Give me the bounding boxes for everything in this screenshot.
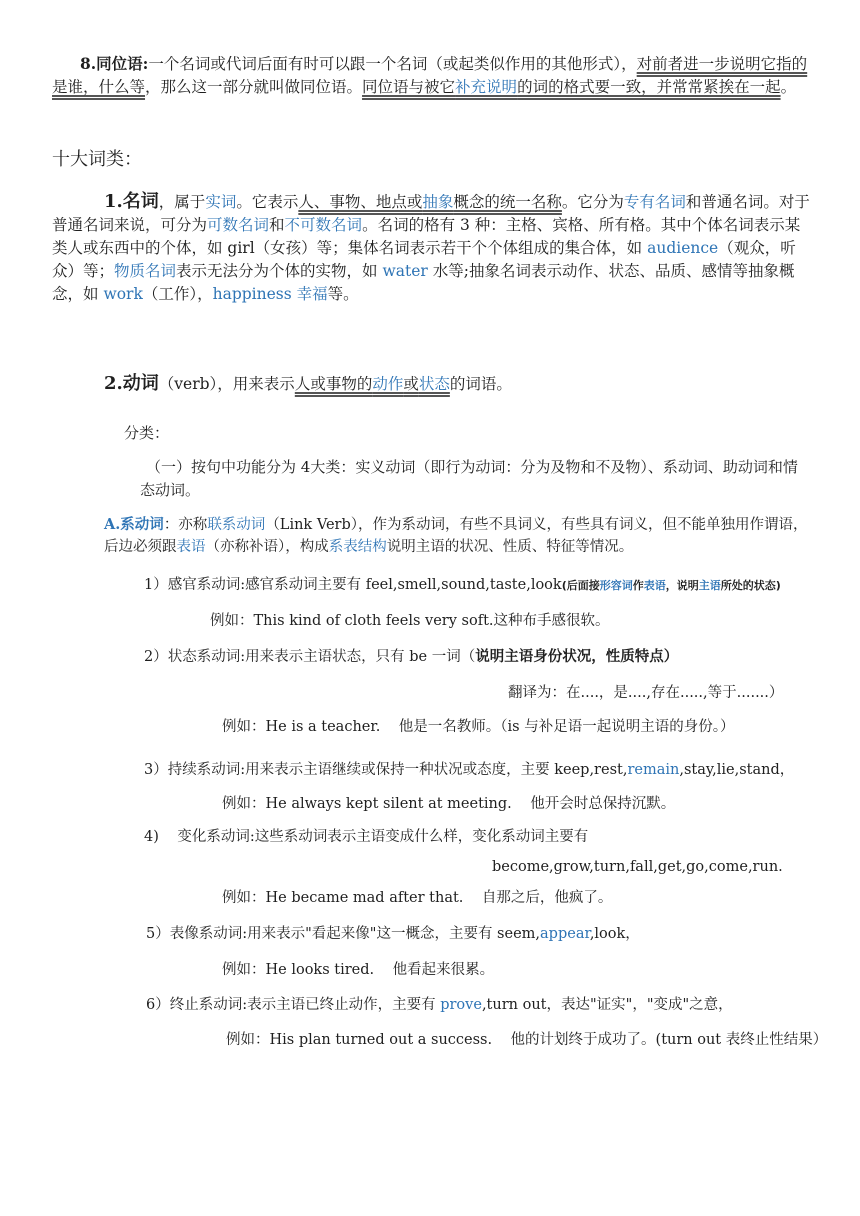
item-1-text: 1）感官系动词:感官系动词主要有 feel,smell,sound,taste,look <box>144 577 562 593</box>
item-5-text: 5）表像系动词:用来表示"看起来像"这一概念，主要有 seem, <box>146 926 541 942</box>
item-6-text: 6）终止系动词:表示主语已终止动作，主要有 <box>146 997 441 1013</box>
noun-underline: 概念的统一名称 <box>453 193 562 211</box>
appositive-text-3: 。 <box>780 78 797 96</box>
noun-keyword: 抽象 <box>422 193 454 211</box>
item-5-keyword: appear <box>540 926 590 942</box>
section-heading: 十大词类： <box>52 149 142 170</box>
item-6-text: ,turn out，表达"证实"，"变成"之意， <box>481 997 733 1013</box>
noun-title: 1.名词 <box>104 191 159 212</box>
noun-text: 。它表示 <box>236 193 299 211</box>
item-6-keyword: prove <box>440 997 482 1013</box>
noun-text: 等。 <box>327 285 359 303</box>
appositive-underline-1: 对前者进一步说明它指的是谁，什么等 <box>52 55 808 96</box>
item-1-note-keyword: 形容词 <box>599 579 633 592</box>
item-3-example: 例如：He always kept silent at meeting. 他开会时总保持沉默。 <box>222 796 676 812</box>
linking-keyword: 系表结构 <box>328 539 387 555</box>
appositive-text-1: 一个名词或代词后面有时可以跟一个名词（或起类似作用的其他形式）， <box>148 55 637 73</box>
noun-keyword: 不可数名词 <box>284 216 363 234</box>
appositive-paragraph <box>52 52 810 99</box>
item-2-example: 例如：He is a teacher. 他是一名教师。（is 与补足语一起说明主语的身份。） <box>222 719 735 735</box>
item-3-head <box>144 758 794 779</box>
noun-keyword: 可数名词 <box>207 216 270 234</box>
noun-text: （工作）， <box>142 285 213 303</box>
appositive-underline-2a: 同位语与被它 <box>362 78 456 96</box>
verb-text: （verb），用来表示 <box>158 375 295 393</box>
item-1-example: 例如：This kind of cloth feels very soft.这种布手感很软。 <box>210 613 610 629</box>
linking-title: A.系动词 <box>104 516 164 533</box>
noun-keyword: happiness 幸福 <box>212 285 328 303</box>
item-4-head: 4) 变化系动词:这些系动词表示主语变成什么样，变化系动词主要有 <box>144 829 589 845</box>
linking-keyword: 联系动词 <box>207 517 266 533</box>
item-2-text: 2）状态系动词:用来表示主语状态，只有 be 一词（ <box>144 649 476 665</box>
verb-keyword: 动作 <box>372 375 404 393</box>
item-1-note-keyword: 主语 <box>698 579 721 592</box>
verb-text: 的词语。 <box>449 375 512 393</box>
noun-keyword: 专有名词 <box>623 193 686 211</box>
item-5-text: ,look， <box>589 926 640 942</box>
appositive-text-2: ，那么这一部分就叫做同位语。 <box>145 78 363 96</box>
verb-heading <box>104 372 512 396</box>
noun-text: ，属于 <box>158 193 206 211</box>
noun-keyword: 实词 <box>205 193 237 211</box>
verb-keyword: 状态 <box>418 375 450 393</box>
verb-classify-label: 分类： <box>124 424 170 442</box>
verb-title: 2.动词 <box>104 373 159 394</box>
verb-underline: 人或事物的 <box>294 375 373 393</box>
item-3-keyword: remain <box>627 762 680 778</box>
item-1-note-keyword: 表语 <box>643 579 666 592</box>
item-1-head <box>144 573 824 594</box>
item-4-example: 例如：He became mad after that. 自那之后，他疯了。 <box>222 890 613 906</box>
item-1-note: ，说明 <box>665 579 699 592</box>
noun-keyword: work <box>103 285 143 303</box>
item-5-example: 例如：He looks tired. 他看起来很累。 <box>222 962 495 978</box>
item-3-text: 3）持续系动词:用来表示主语继续或保持一种状况或态度，主要 keep,rest, <box>144 762 628 778</box>
noun-text: 。它分为 <box>561 193 624 211</box>
linking-text: （亦称补语），构成 <box>205 539 329 555</box>
verb-underline: 或 <box>403 375 419 393</box>
noun-text: 。名词的格有 3 种：主格、宾格、所有格。其中个体名词表示某类人或东西中的个体，如 girl（女孩）等；集体名词表示若干个个体组成的集合体，如 <box>52 216 801 257</box>
noun-text: 和 <box>269 216 285 234</box>
linking-text: ：亦称 <box>163 517 208 533</box>
appositive-underline-2c: 的词的格式要一致，并常常紧挨在一起 <box>517 78 781 96</box>
appositive-title: 8.同位语: <box>80 54 149 73</box>
linking-text: （Link Verb），作为系动词，有些不具词义，有些具有词义，但不能单独用作谓语，后边必须跟 <box>104 517 808 555</box>
item-4-list: become,grow,turn,fall,get,go,come,run. <box>492 859 783 875</box>
appositive-keyword: 补充说明 <box>455 78 518 96</box>
item-1-note: 所处的状态) <box>720 579 781 592</box>
item-2-bold: 说明主语身份状况，性质特点） <box>475 648 679 665</box>
noun-text: 表示无法分为个体的实物，如 <box>176 262 383 280</box>
noun-keyword: audience <box>647 239 719 257</box>
item-6-example: 例如：His plan turned out a success. 他的计划终于成功了。(turn out 表终止性结果） <box>226 1032 828 1048</box>
item-6-head <box>146 993 733 1014</box>
linking-paragraph <box>104 514 812 558</box>
noun-keyword: water <box>382 262 428 280</box>
item-1-note: 作 <box>632 579 644 592</box>
noun-text: （观众，听众）等； <box>52 239 796 280</box>
item-1-note: (后面接 <box>561 579 600 592</box>
linking-text: 说明主语的状况、性质、特征等情况。 <box>386 539 634 555</box>
noun-underline: 人、事物、地点或 <box>298 193 423 211</box>
item-5-head <box>146 922 640 943</box>
item-3-text: ,stay,lie,stand， <box>679 762 795 778</box>
noun-text: 和普通名词。对于普通名词来说，可分为 <box>52 193 810 234</box>
verb-four-types: （一）按句中功能分为 4大类：实义动词（即行为动词：分为及物和不及物）、系动词、助动词和情态动词。 <box>140 458 798 499</box>
noun-text: 水等;抽象名词表示动作、状态、品质、感情等抽象概念，如 <box>52 262 795 303</box>
noun-paragraph <box>52 190 810 306</box>
linking-keyword: 表语 <box>176 539 206 555</box>
noun-keyword: 物质名词 <box>114 262 177 280</box>
item-2-translate: 翻译为：在....，是....,存在.....,等于.......） <box>508 685 784 701</box>
item-2-head <box>144 645 678 666</box>
